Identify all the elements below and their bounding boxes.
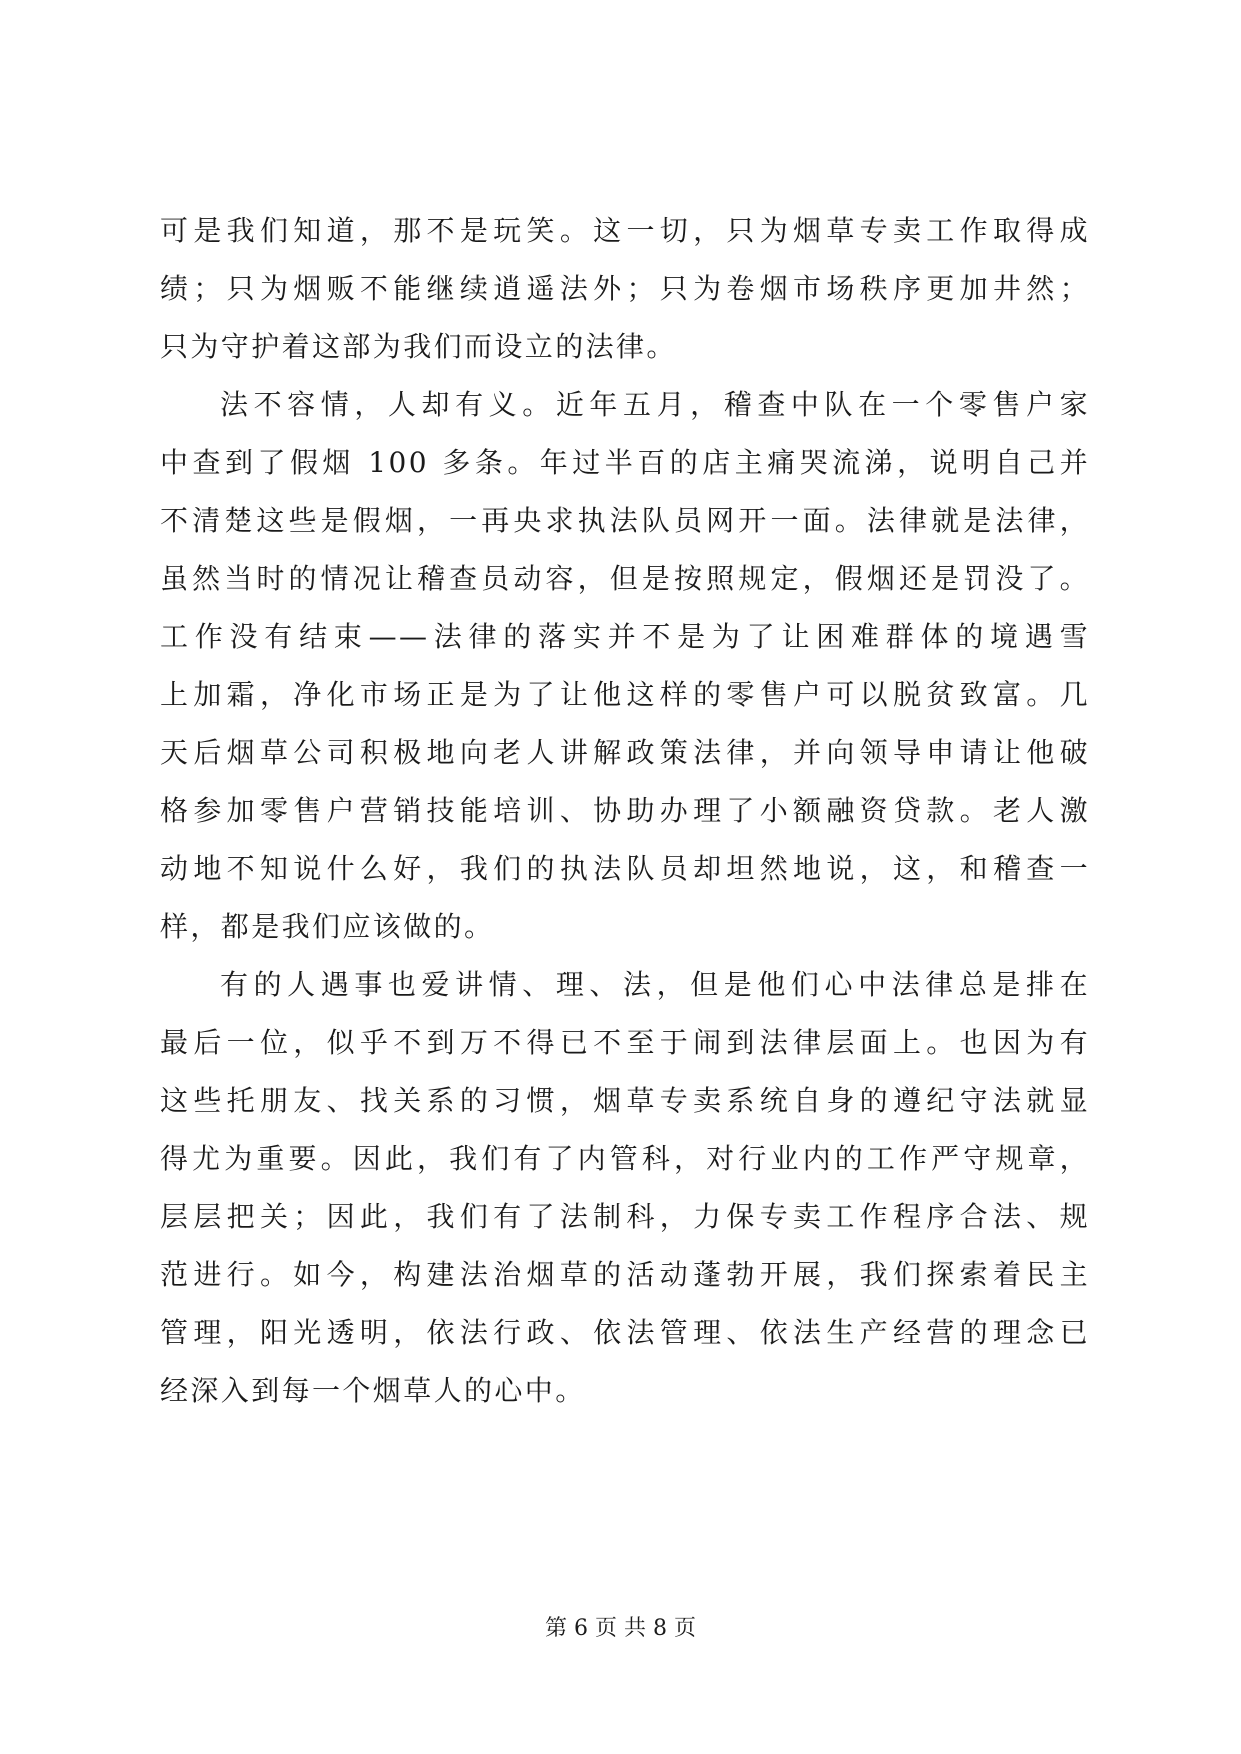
text-line: 法不容情，人却有义。近年五月，稽查中队在一个零售户家 — [220, 388, 1090, 421]
text-line: 层层把关；因此，我们有了法制科，力保专卖工作程序合法、规 — [160, 1200, 1090, 1233]
text-line: 中查到了假烟 100 多条。年过半百的店主痛哭流涕，说明自己并 — [160, 446, 1090, 479]
text-line: 这些托朋友、找关系的习惯，烟草专卖系统自身的遵纪守法就显 — [160, 1084, 1090, 1117]
text-line: 样，都是我们应该做的。 — [160, 910, 495, 943]
text-line: 最后一位，似乎不到万不得已不至于闹到法律层面上。也因为有 — [160, 1026, 1090, 1059]
text-line: 上加霜，净化市场正是为了让他这样的零售户可以脱贫致富。几 — [160, 678, 1090, 711]
text-line: 不清楚这些是假烟，一再央求执法队员网开一面。法律就是法律， — [160, 504, 1090, 537]
text-line: 格参加零售户营销技能培训、协助办理了小额融资贷款。老人激 — [160, 794, 1090, 827]
text-line: 动地不知说什么好，我们的执法队员却坦然地说，这，和稽查一 — [160, 852, 1090, 885]
paragraph-1 — [160, 202, 1090, 376]
text-line: 虽然当时的情况让稽查员动容，但是按照规定，假烟还是罚没了。 — [160, 562, 1090, 595]
page-number-footer: 第 6 页 共 8 页 — [545, 1616, 696, 1641]
paragraph-3 — [160, 956, 1090, 1420]
text-line: 可是我们知道，那不是玩笑。这一切，只为烟草专卖工作取得成 — [160, 214, 1090, 247]
document-body — [160, 202, 1090, 1420]
text-line: 只为守护着这部为我们而设立的法律。 — [160, 330, 677, 363]
text-line: 有的人遇事也爱讲情、理、法，但是他们心中法律总是排在 — [220, 968, 1090, 1001]
paragraph-2 — [160, 376, 1090, 956]
text-line: 得尤为重要。因此，我们有了内管科，对行业内的工作严守规章， — [160, 1142, 1090, 1175]
text-line: 天后烟草公司积极地向老人讲解政策法律，并向领导申请让他破 — [160, 736, 1090, 769]
text-line: 范进行。如今，构建法治烟草的活动蓬勃开展，我们探索着民主 — [160, 1258, 1090, 1291]
text-line: 经深入到每一个烟草人的心中。 — [160, 1374, 586, 1407]
text-line: 绩；只为烟贩不能继续逍遥法外；只为卷烟市场秩序更加井然； — [160, 272, 1090, 305]
text-line: 管理，阳光透明，依法行政、依法管理、依法生产经营的理念已 — [160, 1316, 1090, 1349]
text-line: 工作没有结束——法律的落实并不是为了让困难群体的境遇雪 — [160, 620, 1090, 653]
